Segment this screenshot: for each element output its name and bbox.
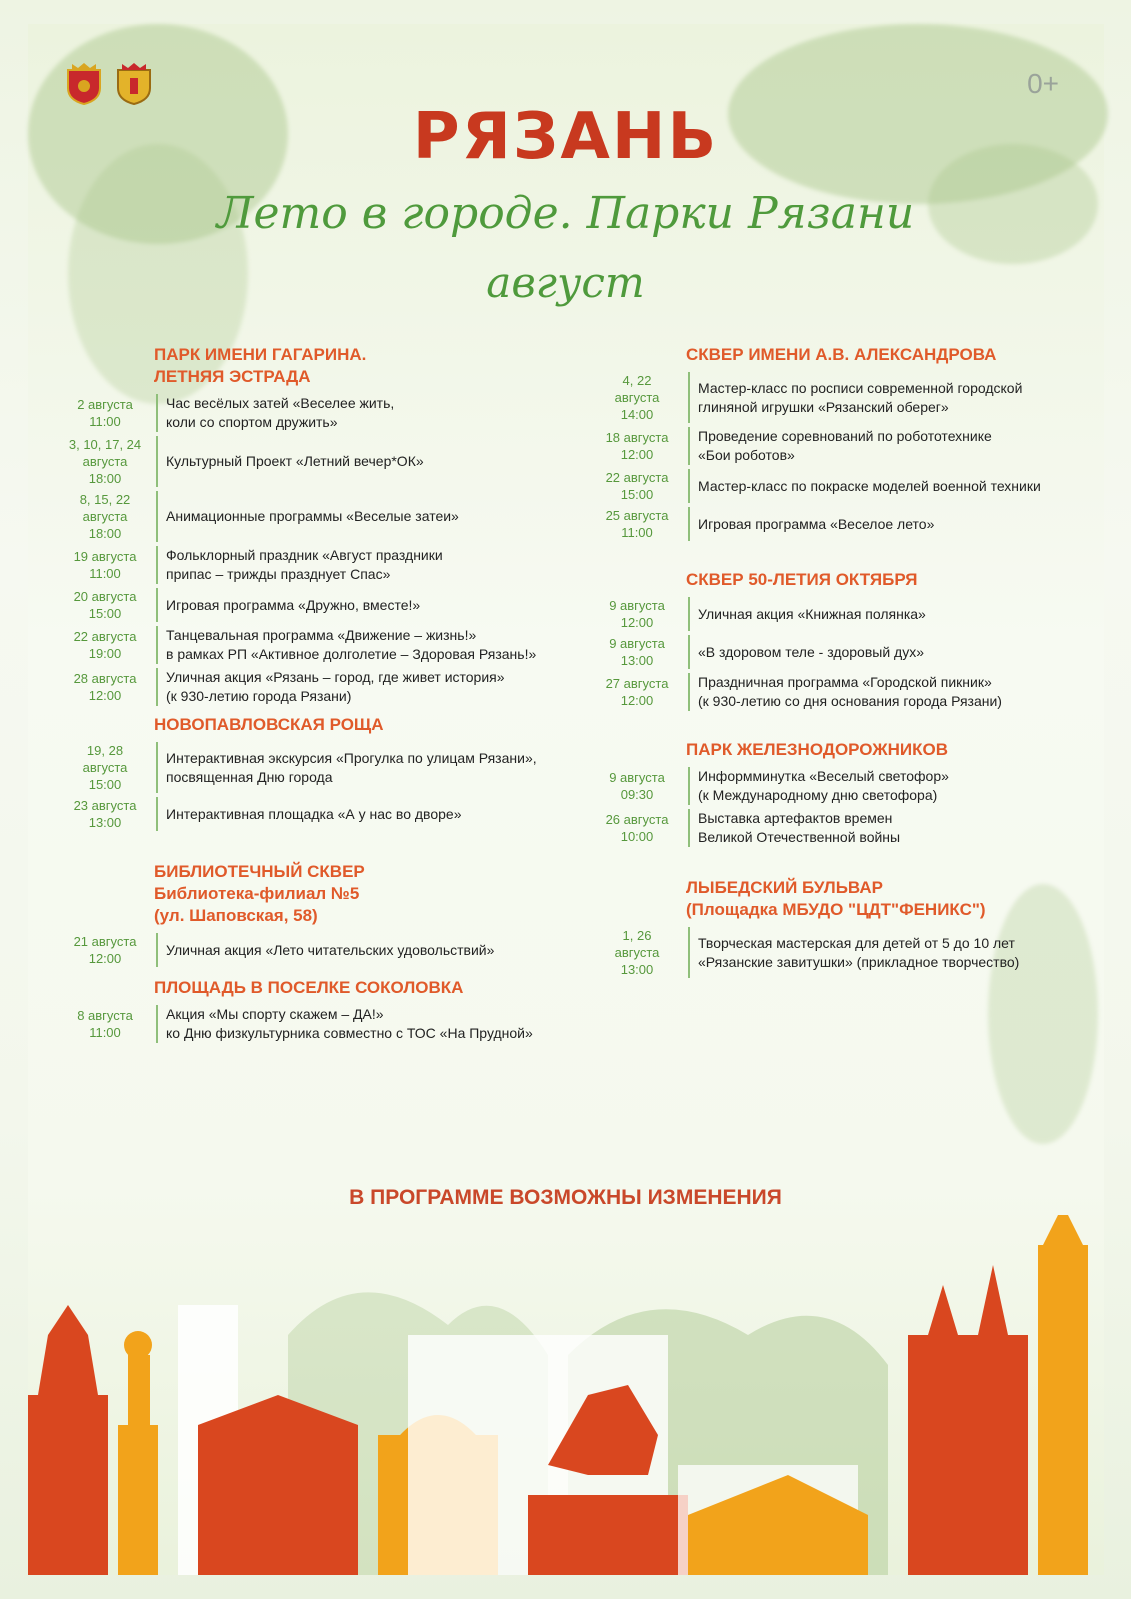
event-divider <box>156 394 158 432</box>
event-row <box>60 491 610 542</box>
venue-section <box>60 977 610 1043</box>
event-date: 9 августа 09:30 <box>609 770 665 802</box>
venue-section <box>592 344 1102 541</box>
event-date: 18 августа 12:00 <box>605 430 669 462</box>
venue-title: НОВОПАВЛОВСКАЯ РОЩА <box>154 715 384 734</box>
event-row <box>60 742 610 793</box>
event-divider <box>156 668 158 706</box>
event-divider <box>688 469 690 503</box>
event-date: 1, 26 августа 13:00 <box>614 928 660 977</box>
venue-title: ПЛОЩАДЬ В ПОСЕЛКЕ СОКОЛОВКА <box>154 978 464 997</box>
event-row <box>592 507 1102 541</box>
event-row <box>60 668 610 706</box>
event-description: Интерактивная экскурсия «Прогулка по улицам Рязани», посвященная Дню города <box>166 749 537 785</box>
venue-section <box>592 569 1102 711</box>
event-divider <box>156 491 158 542</box>
event-description: «В здоровом теле - здоровый дух» <box>698 643 925 660</box>
event-divider <box>156 933 158 967</box>
event-row <box>60 797 610 831</box>
event-description: Уличная акция «Лето читательских удовольствий» <box>166 941 495 958</box>
event-date: 25 августа 11:00 <box>605 508 669 540</box>
city-skyline-illustration <box>28 1215 1104 1575</box>
event-row <box>592 767 1102 805</box>
event-row <box>592 635 1102 669</box>
venue-section <box>592 739 1102 847</box>
event-row <box>592 469 1102 503</box>
event-row <box>60 588 610 622</box>
event-description: Акция «Мы спорту скажем – ДА!» ко Дню физкультурника совместно с ТОС «На Прудной» <box>166 1006 533 1041</box>
event-description: Культурный Проект «Летний вечер*ОК» <box>166 453 424 469</box>
event-divider <box>156 436 158 487</box>
event-divider <box>688 927 690 978</box>
event-row <box>60 933 610 967</box>
venue-title: СКВЕР 50-ЛЕТИЯ ОКТЯБРЯ <box>686 570 918 589</box>
event-description: Выставка артефактов времен Великой Отечественной войны <box>698 810 901 845</box>
venue-section <box>592 877 1102 978</box>
age-rating: 0+ <box>1027 68 1059 99</box>
event-description: Мастер-класс по росписи современной городской глиняной игрушки «Рязанский оберег» <box>698 379 1023 415</box>
event-date: 28 августа 12:00 <box>73 671 137 703</box>
event-divider <box>688 635 690 669</box>
event-description: Мастер-класс по покраске моделей военной техники <box>698 477 1041 494</box>
event-description: Фольклорный праздник «Август праздники припас – трижды празднует Спас» <box>166 547 443 582</box>
event-row <box>592 372 1102 423</box>
event-divider <box>688 597 690 631</box>
left-column <box>60 344 610 1051</box>
event-description: Игровая программа «Веселое лето» <box>698 515 935 532</box>
event-row <box>592 427 1102 465</box>
event-description: Анимационные программы «Веселые затеи» <box>166 508 459 524</box>
event-description: Праздничная программа «Городской пикник» (к 930-летию со дня основания города Рязани) <box>698 674 1002 709</box>
poster-subtitle: Лето в городе. Парки Рязани <box>216 188 915 239</box>
event-date: 26 августа 10:00 <box>605 812 669 844</box>
event-date: 22 августа 19:00 <box>73 629 137 661</box>
event-date: 8, 15, 22 августа 18:00 <box>79 492 131 541</box>
event-date: 2 августа 11:00 <box>77 397 133 429</box>
poster-month: август <box>486 258 645 307</box>
event-divider <box>688 372 690 423</box>
event-divider <box>688 767 690 805</box>
event-description: Информминутка «Веселый светофор» (к Международному дню светофора) <box>698 768 949 803</box>
event-date: 19, 28 августа 15:00 <box>82 743 128 792</box>
event-row <box>60 546 610 584</box>
event-row <box>60 436 610 487</box>
event-description: Танцевальная программа «Движение – жизнь!» в рамках РП «Активное долголетие – Здоровая Рязань!» <box>166 627 537 662</box>
event-date: 9 августа 12:00 <box>609 598 665 630</box>
event-divider <box>156 797 158 831</box>
city-logo: РЯЗАНЬ <box>412 100 719 174</box>
event-date: 8 августа 11:00 <box>77 1008 133 1040</box>
event-date: 27 августа 12:00 <box>605 676 669 708</box>
changes-notice: В ПРОГРАММЕ ВОЗМОЖНЫ ИЗМЕНЕНИЯ <box>349 1186 782 1209</box>
event-date: 23 августа 13:00 <box>73 798 137 830</box>
event-divider <box>156 1005 158 1043</box>
event-row <box>60 1005 610 1043</box>
event-divider <box>156 546 158 584</box>
event-row <box>592 809 1102 847</box>
venue-title: СКВЕР ИМЕНИ А.В. АЛЕКСАНДРОВА <box>686 345 997 364</box>
event-divider <box>688 507 690 541</box>
venue-section <box>60 714 610 831</box>
event-row <box>60 626 610 664</box>
event-date: 21 августа 12:00 <box>73 934 137 966</box>
event-row <box>60 394 610 432</box>
venue-title: БИБЛИОТЕЧНЫЙ СКВЕР Библиотека-филиал №5 (ул. Шаповская, 58) <box>154 862 365 925</box>
event-description: Уличная акция «Рязань – город, где живет история» (к 930-летию города Рязани) <box>166 669 505 704</box>
event-divider <box>688 427 690 465</box>
event-description: Интерактивная площадка «А у нас во дворе» <box>166 805 462 822</box>
event-date: 20 августа 15:00 <box>73 589 137 621</box>
event-date: 19 августа 11:00 <box>73 549 137 581</box>
venue-title: ЛЫБЕДСКИЙ БУЛЬВАР (Площадка МБУДО "ЦДТ"ФЕНИКС") <box>686 878 986 919</box>
event-row <box>592 597 1102 631</box>
event-description: Игровая программа «Дружно, вместе!» <box>166 596 421 613</box>
venue-section <box>60 861 610 967</box>
event-description: Уличная акция «Книжная полянка» <box>698 605 926 622</box>
event-divider <box>688 673 690 711</box>
event-divider <box>688 809 690 847</box>
venue-section <box>60 344 610 706</box>
event-date: 9 августа 13:00 <box>609 636 665 668</box>
event-date: 4, 22 августа 14:00 <box>614 373 660 422</box>
event-row <box>592 673 1102 711</box>
event-description: Творческая мастерская для детей от 5 до 10 лет «Рязанские завитушки» (прикладное творчество) <box>698 934 1020 970</box>
event-date: 3, 10, 17, 24 августа 18:00 <box>68 437 142 486</box>
event-divider <box>156 742 158 793</box>
venue-title: ПАРК ИМЕНИ ГАГАРИНА. ЛЕТНЯЯ ЭСТРАДА <box>154 345 367 386</box>
venue-title: ПАРК ЖЕЛЕЗНОДОРОЖНИКОВ <box>686 740 949 759</box>
event-description: Проведение соревнований по робототехнике «Бои роботов» <box>698 428 992 463</box>
event-date: 22 августа 15:00 <box>605 470 669 502</box>
event-divider <box>156 626 158 664</box>
event-divider <box>156 588 158 622</box>
right-column <box>592 344 1102 986</box>
event-row <box>592 927 1102 978</box>
event-description: Час весёлых затей «Веселее жить, коли со спортом дружить» <box>166 395 395 430</box>
